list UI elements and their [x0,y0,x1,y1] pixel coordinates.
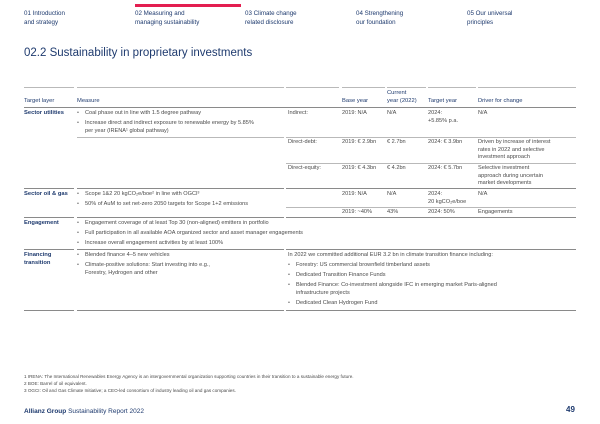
nav-label-line2: managing sustainability [135,18,200,26]
nav-item-principles[interactable] [467,10,547,27]
driver-value: Driven by increase of interest [478,139,551,145]
brand-name: Allianz Group [24,408,67,415]
target-year-value-line2: 20 kgCO₂e/boe [428,198,467,205]
nav-item-strengthening[interactable] [356,10,436,27]
current-year-value: 43% [387,209,399,215]
measure-item: • Scope 1&2 20 kgCO₂e/boe² in line with OGCI³ [77,191,199,199]
report-footer [24,408,144,415]
exposure-type: Indirect: [288,110,308,116]
financing-item: • Dedicated Clean Hydrogen Fund [288,300,377,308]
section-rule [77,249,284,250]
footnote: 1 IRENA: The International Renewables Energy Agency is an intergovernmental organization supporting countries in their transition to a sustainable energy future. [24,374,354,379]
target-year-value: 2024: € 5.7bn [428,165,463,171]
measure-item-continued: per year (IRENA¹ global pathway) [85,127,169,134]
exposure-type: Direct-equity: [288,165,321,171]
current-year-value: € 4.2bn [387,165,406,171]
current-year-value: N/A [387,110,397,116]
footnote: 3 OGCI: Oil and Gas Climate Initiative; a CEO-led consortium of industry leading oil and gas companies. [24,388,236,393]
section-rule [77,217,284,218]
driver-value: N/A [478,110,488,116]
financing-item: • Blended Finance: Co-investment alongside IFC in emerging market Paris-aligned [288,282,497,290]
base-year-value: 2019: N/A [342,191,367,197]
section-rule [24,188,74,189]
nav-label-line1: 01 Introduction [24,10,65,17]
financing-item: • Dedicated Transition Finance Funds [288,272,386,280]
section-rule [77,188,284,189]
row-rule [286,163,576,164]
section-rule [77,310,284,311]
nav-label-line2: and strategy [24,18,59,26]
nav-label-line2: principles [467,18,494,26]
section-rule [24,310,74,311]
active-section-indicator [135,4,241,7]
header-rule [24,107,576,108]
driver-value: Selective investment [478,165,530,171]
section-rule [24,249,74,250]
driver-value-line2: approach during uncertain [478,172,543,179]
section-rule [24,217,74,218]
header-current-year-line1: Current [387,90,407,96]
section-rule [286,188,576,189]
measure-item-continued: Forestry, Hydrogen and other [85,269,158,276]
nav-label-line1: 03 Climate change [245,10,297,17]
driver-value-line3: market developments [478,180,532,186]
report-title: Sustainability Report 2022 [68,408,144,415]
header-target-layer: Target layer [24,98,55,104]
header-base-year: Base year [342,98,369,104]
base-year-value: 2019: € 2.9bn [342,139,377,145]
target-year-value-line2: +5.85% p.a. [428,118,459,124]
page-title: 02.2 Sustainability in proprietary investments [24,47,253,59]
target-year-value: 2024: [428,110,442,116]
nav-label-line1: 04 Strengthening [356,10,404,17]
nav-item-climate[interactable] [245,10,325,27]
measure-item: • Climate-positive solutions: Start investing into e.g., [77,262,210,270]
measure-item: • Engagement coverage of at least Top 30 (non-aligned) emitters in portfolio [77,220,269,228]
exposure-type: Direct-debt: [288,139,317,145]
row-rule [286,137,576,138]
section-rule [286,310,576,311]
financing-item-continued: infrastructure projects [296,289,350,296]
header-driver: Driver for change [478,98,523,104]
section-rule [286,217,576,218]
measure-item: • Blended finance 4–5 new vehicles [77,252,170,260]
nav-label-line2: related disclosure [245,18,294,26]
driver-value: Engagements [478,209,513,215]
row-label-financing-line1: Financing [24,252,52,258]
header-measure: Measure [77,98,100,104]
table-rule [342,87,385,88]
driver-value: N/A [478,191,488,197]
financing-intro: In 2022 we committed additional EUR 3.2 bn in climate transition finance including: [288,252,493,258]
nav-label-line1: 05 Our universal [467,10,513,17]
header-target-year: Target year [428,98,457,104]
table-rule [77,87,284,88]
row-label-engagement: Engagement [24,220,59,226]
target-year-value: 2024: 50% [428,209,455,215]
measure-item: • 50% of AuM to set net-zero 2050 targets for Scope 1+2 emissions [77,201,248,209]
table-rule [478,87,576,88]
measure-item: • Full participation in all available AOA organized sector and asset manager engagements [77,230,303,238]
table-rule [286,87,339,88]
base-year-value: 2019: € 4.3bn [342,165,377,171]
nav-item-measuring[interactable] [135,10,215,27]
row-label-financing-line2: transition [24,259,51,266]
driver-value-line2: rates in 2022 and selective [478,146,545,153]
financing-item: • Forestry: US commercial brownfield timberland assets [288,262,430,270]
row-rule [286,207,576,208]
base-year-value: 2019: N/A [342,110,367,116]
nav-label-line1: 02 Measuring and [135,10,185,17]
row-label-sector-oil-gas: Sector oil & gas [24,191,68,197]
driver-value-line3: investment approach [478,154,530,160]
table-rule [24,87,74,88]
base-year-value: 2019: ~40% [342,209,373,215]
row-rule [77,137,284,138]
section-rule [286,249,576,250]
current-year-value: € 2.7bn [387,139,406,145]
row-label-sector-utilities: Sector utilities [24,110,64,116]
nav-label-line2: our foundation [356,18,396,26]
table-rule [387,87,426,88]
current-year-value: N/A [387,191,397,197]
measure-item: • Increase direct and indirect exposure to renewable energy by 5.85% [77,120,254,128]
header-current-year-line2: year (2022) [387,98,417,104]
section-nav [24,10,584,40]
measure-item: • Increase overall engagement activities by at least 100% [77,240,223,248]
target-year-value: 2024: [428,191,442,197]
table-rule [428,87,476,88]
measure-item: • Coal phase out in line with 1.5 degree pathway [77,110,201,118]
nav-item-introduction[interactable] [24,10,104,27]
page-number: 49 [566,405,575,414]
target-year-value: 2024: € 3.9bn [428,139,463,145]
footnote: 2 BOE: Barrel of oil equivalent. [24,381,87,386]
